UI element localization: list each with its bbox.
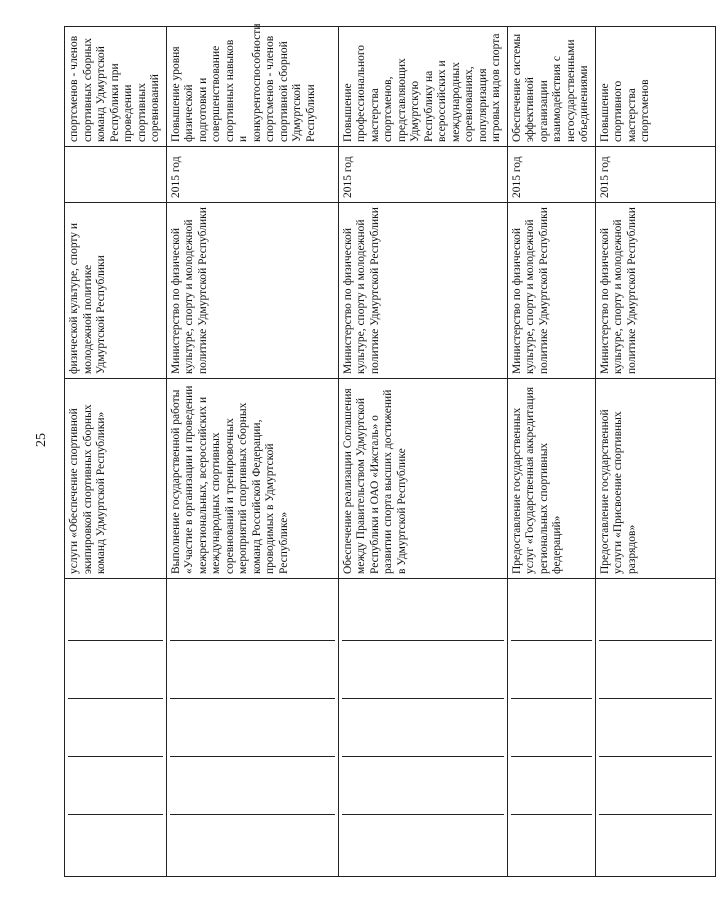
goal-cell: Повышение уровня физической подготовки и совершенствование спортивных навыков и конкурентоспособности спортсменов - членов спортивной сборной Удмуртской Республики	[166, 27, 338, 147]
goal-cell: Обеспечение системы эффективной организации взаимодействия с негосударственными объединениями	[507, 27, 595, 147]
service-cell: услуги «Обеспечение спортивной экипировкой спортивных сборных команд Удмуртской Республики»	[65, 379, 167, 579]
empty-cell	[507, 579, 595, 877]
table-row	[595, 27, 715, 877]
service-cell: Выполнение государственной работы «Участие в организации и проведении межрегиональных, всероссийских и международных спортивных соревнований и тренировочных мероприятий спортивных сборных команд Российской Федерации, проводимых в Удмуртской Республике»	[166, 379, 338, 579]
ministry-cell: Министерство по физической культуре, спорту и молодежной политике Удмуртской Республики	[166, 203, 338, 379]
year-cell: 2015 год	[507, 147, 595, 203]
goal-cell: Повышение профессионального мастерства спортсменов, представляющих Удмуртскую Республику на всероссийских и международных соревнованиях, популяризация игровых видов спорта	[338, 27, 507, 147]
empty-cell	[65, 579, 167, 877]
year-cell: 2015 год	[595, 147, 715, 203]
page-number: 25	[34, 433, 49, 447]
ministry-cell: Министерство по физической культуре, спорту и молодежной политике Удмуртской Республики	[507, 203, 595, 379]
ministry-cell: Министерство по физической культуре, спорту и молодежной политике Удмуртской Республики	[595, 203, 715, 379]
rotated-table-container	[64, 23, 651, 877]
table-row	[338, 27, 507, 877]
service-cell: Обеспечение реализации Соглашения между Правительством Удмуртской Республики и ОАО «Ижсталь» о развитии спорта высших достижений в Удмуртской Республике	[338, 379, 507, 579]
table-row	[507, 27, 595, 877]
goal-cell: спортсменов - членов спортивных сборных команд Удмуртской Республики при проведении спортивных соревнований	[65, 27, 167, 147]
empty-cell	[166, 579, 338, 877]
measures-table	[64, 23, 716, 877]
table-row	[65, 27, 167, 877]
year-cell: 2015 год	[338, 147, 507, 203]
goal-cell: Повышение спортивного мастерства спортсменов	[595, 27, 715, 147]
empty-cell	[595, 579, 715, 877]
ministry-cell: Министерство по физической культуре, спорту и молодежной политике Удмуртской Республики	[338, 203, 507, 379]
ministry-cell: физической культуре, спорту и молодежной политике Удмуртской Республики	[65, 203, 167, 379]
year-cell: 2015 год	[166, 147, 338, 203]
service-cell: Предоставление государственной услуги «Присвоение спортивных разрядов»	[595, 379, 715, 579]
table-row	[166, 27, 338, 877]
service-cell: Предоставление государственных услуг «Государственная аккредитация региональных спортивных федераций»	[507, 379, 595, 579]
year-cell	[65, 147, 167, 203]
empty-cell	[338, 579, 507, 877]
